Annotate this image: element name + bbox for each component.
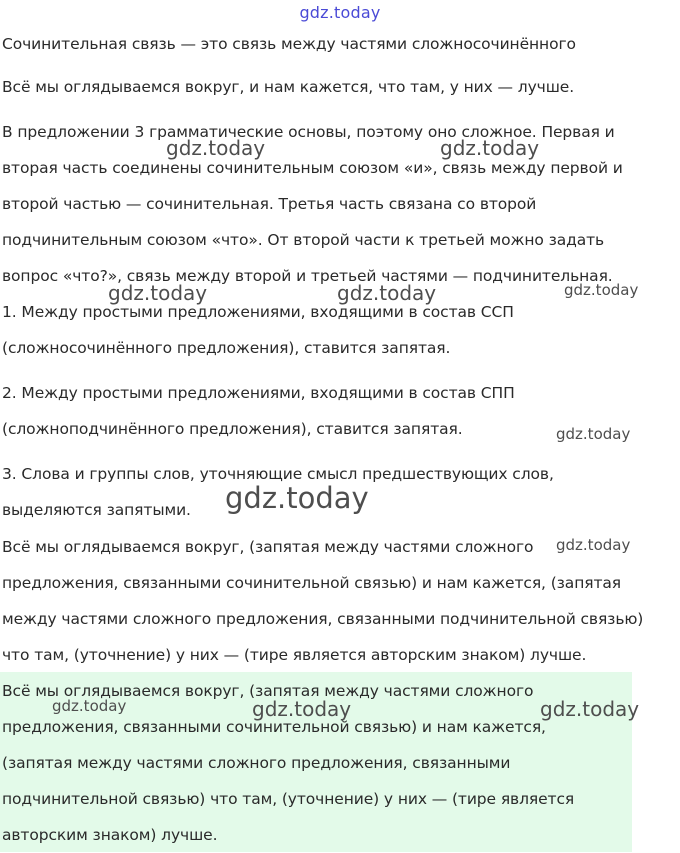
text-line: 3. Слова и группы слов, уточняющие смысл предшествующих слов, — [2, 465, 554, 483]
text-line: вторая часть соединены сочинительным союзом «и», связь между первой и — [2, 159, 623, 177]
text-line: подчинительным союзом «что». От второй части к третьей можно задать — [2, 231, 605, 249]
text-line: между частями сложного предложения, связанными подчинительной связью) — [2, 610, 644, 628]
watermark: gdz.today — [108, 281, 208, 305]
text-line: Всё мы оглядываемся вокруг, (запятая между частями сложного — [2, 538, 534, 556]
rule-two-paragraph — [2, 375, 515, 447]
text-line: (сложносочинённого предложения), ставится запятая. — [2, 339, 451, 357]
watermark: gdz.today — [337, 281, 437, 305]
watermark: gdz.today — [556, 425, 631, 443]
rule-one-paragraph — [2, 294, 514, 366]
highlighted-answer — [2, 673, 574, 853]
text-line: (сложноподчинённого предложения), ставится запятая. — [2, 420, 463, 438]
text-line: Всё мы оглядываемся вокруг, и нам кажется, что там, у них — лучше. — [2, 78, 575, 96]
definition-paragraph — [2, 26, 576, 62]
site-brand-link[interactable]: gdz.today — [299, 3, 381, 22]
text-line: предложения, связанными сочинительной связью) и нам кажется, — [2, 718, 546, 736]
text-line: подчинительной связью) что там, (уточнение) у них — (тире является — [2, 790, 575, 808]
text-line: (запятая между частями сложного предложения, связанными — [2, 754, 511, 772]
analysis-paragraph — [2, 114, 623, 294]
example-sentence — [2, 69, 574, 105]
watermark: gdz.today — [564, 281, 639, 299]
text-line: вопрос «что?», связь между второй и третьей частями — подчинительная. — [2, 267, 613, 285]
text-line: В предложении 3 грамматические основы, поэтому оно сложное. Первая и — [2, 123, 615, 141]
text-line: авторским знаком) лучше. — [2, 826, 218, 844]
text-line: Всё мы оглядываемся вокруг, (запятая между частями сложного — [2, 682, 534, 700]
watermark: gdz.today — [52, 697, 127, 715]
text-line: 1. Между простыми предложениями, входящими в состав ССП — [2, 303, 514, 321]
watermark: gdz.today — [440, 136, 540, 160]
text-line: второй частью — сочинительная. Третья часть связана со второй — [2, 195, 537, 213]
watermark: gdz.today — [166, 136, 266, 160]
text-line: что там, (уточнение) у них — (тире является авторским знаком) лучше. — [2, 646, 587, 664]
watermark: gdz.today — [556, 536, 631, 554]
watermark: gdz.today — [540, 697, 640, 721]
text-line: предложения, связанными сочинительной связью) и нам кажется, (запятая — [2, 574, 622, 592]
text-line: выделяются запятыми. — [2, 501, 191, 519]
annotated-sentence — [2, 529, 643, 673]
rule-three-paragraph — [2, 456, 554, 528]
text-line: 2. Между простыми предложениями, входящими в состав СПП — [2, 384, 515, 402]
text-line: Сочинительная связь — это связь между частями сложносочинённого — [2, 35, 576, 53]
watermark: gdz.today — [225, 481, 369, 515]
watermark: gdz.today — [252, 697, 352, 721]
